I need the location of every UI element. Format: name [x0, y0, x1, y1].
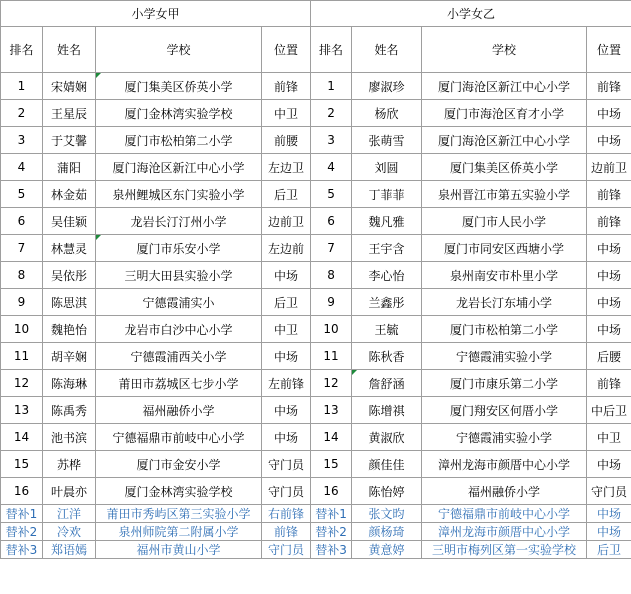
rank-cell: 16 [311, 478, 352, 505]
table-row [1, 235, 631, 262]
school-cell: 厦门市康乐第二小学 [422, 370, 587, 397]
header-name: 姓名 [43, 27, 96, 73]
table-row [1, 397, 631, 424]
school-cell: 泉州师院第二附属小学 [96, 523, 262, 541]
name-cell: 兰鑫彤 [352, 289, 422, 316]
rank-cell: 15 [311, 451, 352, 478]
school-cell: 漳州龙海市颜厝中心小学 [422, 451, 587, 478]
substitute-row [1, 505, 631, 523]
position-cell: 边前卫 [262, 208, 311, 235]
school-cell: 龙岩市白沙中心小学 [96, 316, 262, 343]
name-cell: 魏艳怡 [43, 316, 96, 343]
rank-cell: 替补1 [311, 505, 352, 523]
rank-cell: 16 [1, 478, 43, 505]
position-cell: 中场 [262, 397, 311, 424]
rank-cell: 13 [1, 397, 43, 424]
school-cell: 宁德霞浦西关小学 [96, 343, 262, 370]
name-cell: 蒲阳 [43, 154, 96, 181]
position-cell: 右前锋 [262, 505, 311, 523]
name-cell: 郑语嫣 [43, 541, 96, 559]
name-cell: 杨欣 [352, 100, 422, 127]
rank-cell: 15 [1, 451, 43, 478]
table-row [1, 316, 631, 343]
school-cell: 厦门市同安区西塘小学 [422, 235, 587, 262]
rank-cell: 12 [1, 370, 43, 397]
position-cell: 后腰 [587, 343, 631, 370]
table-row [1, 73, 631, 100]
position-cell: 边前卫 [587, 154, 631, 181]
table-row [1, 100, 631, 127]
name-cell: 林慧灵 [43, 235, 96, 262]
name-cell: 陈思淇 [43, 289, 96, 316]
table-row [1, 181, 631, 208]
school-cell: 漳州龙海市颜厝中心小学 [422, 523, 587, 541]
school-cell: 宁德霞浦实验小学 [422, 343, 587, 370]
school-cell: 三明大田县实验小学 [96, 262, 262, 289]
table-row [1, 154, 631, 181]
name-cell: 苏桦 [43, 451, 96, 478]
name-cell: 于艾馨 [43, 127, 96, 154]
rank-cell: 8 [311, 262, 352, 289]
position-cell: 守门员 [262, 478, 311, 505]
school-cell: 宁德福鼎市前岐中心小学 [96, 424, 262, 451]
table-row [1, 451, 631, 478]
school-cell: 莆田市秀屿区第三实验小学 [96, 505, 262, 523]
rank-cell: 9 [1, 289, 43, 316]
position-cell: 中场 [262, 424, 311, 451]
table-row [1, 127, 631, 154]
school-cell: 厦门集美区侨英小学 [96, 73, 262, 100]
position-cell: 前锋 [587, 73, 631, 100]
rank-cell: 2 [1, 100, 43, 127]
rank-cell: 5 [311, 181, 352, 208]
name-cell: 廖淑珍 [352, 73, 422, 100]
table-row [1, 343, 631, 370]
rank-cell: 替补2 [1, 523, 43, 541]
name-cell: 冷欢 [43, 523, 96, 541]
position-cell: 后卫 [262, 181, 311, 208]
school-cell: 厦门市松柏第二小学 [96, 127, 262, 154]
school-cell: 厦门金林湾实验学校 [96, 478, 262, 505]
school-cell: 厦门集美区侨英小学 [422, 154, 587, 181]
position-cell: 中场 [587, 235, 631, 262]
rank-cell: 9 [311, 289, 352, 316]
substitute-row [1, 541, 631, 559]
rank-cell: 2 [311, 100, 352, 127]
rank-cell: 11 [1, 343, 43, 370]
school-cell: 厦门市乐安小学 [96, 235, 262, 262]
position-cell: 中卫 [587, 424, 631, 451]
school-cell: 泉州晋江市第五实验小学 [422, 181, 587, 208]
position-cell: 前锋 [587, 370, 631, 397]
table-row [1, 424, 631, 451]
substitute-row [1, 523, 631, 541]
header-rank: 排名 [1, 27, 43, 73]
position-cell: 中场 [587, 505, 631, 523]
rank-cell: 4 [1, 154, 43, 181]
name-cell: 陈海琳 [43, 370, 96, 397]
position-cell: 中场 [587, 523, 631, 541]
school-cell: 厦门市金安小学 [96, 451, 262, 478]
name-cell: 张萌雪 [352, 127, 422, 154]
rank-cell: 3 [1, 127, 43, 154]
name-cell: 胡辛娴 [43, 343, 96, 370]
position-cell: 中卫 [262, 316, 311, 343]
name-cell: 黄意婷 [352, 541, 422, 559]
rank-cell: 8 [1, 262, 43, 289]
school-cell: 厦门市松柏第二小学 [422, 316, 587, 343]
position-cell: 中场 [587, 262, 631, 289]
school-cell: 福州市黄山小学 [96, 541, 262, 559]
name-cell: 吴依彤 [43, 262, 96, 289]
school-cell: 福州融侨小学 [96, 397, 262, 424]
rank-cell: 替补3 [1, 541, 43, 559]
position-cell: 前锋 [587, 208, 631, 235]
rank-cell: 11 [311, 343, 352, 370]
header-position: 位置 [587, 27, 631, 73]
position-cell: 前腰 [262, 127, 311, 154]
name-cell: 王星辰 [43, 100, 96, 127]
school-cell: 福州融侨小学 [422, 478, 587, 505]
name-cell: 王宇含 [352, 235, 422, 262]
name-cell: 池书滨 [43, 424, 96, 451]
position-cell: 左边前 [262, 235, 311, 262]
table-row [1, 262, 631, 289]
position-cell: 中场 [587, 451, 631, 478]
rank-cell: 3 [311, 127, 352, 154]
name-cell: 陈秋香 [352, 343, 422, 370]
header-position: 位置 [262, 27, 311, 73]
name-cell: 吴佳颖 [43, 208, 96, 235]
position-cell: 左边卫 [262, 154, 311, 181]
school-cell: 泉州鲤城区东门实验小学 [96, 181, 262, 208]
rank-cell: 14 [311, 424, 352, 451]
name-cell: 詹舒涵 [352, 370, 422, 397]
school-cell: 厦门金林湾实验学校 [96, 100, 262, 127]
name-cell: 颜杨琦 [352, 523, 422, 541]
rank-cell: 替补2 [311, 523, 352, 541]
school-cell: 厦门海沧区新江中心小学 [422, 127, 587, 154]
position-cell: 前锋 [262, 523, 311, 541]
school-cell: 三明市梅列区第一实验学校 [422, 541, 587, 559]
name-cell: 黄淑欣 [352, 424, 422, 451]
table-row [1, 370, 631, 397]
position-cell: 后卫 [262, 289, 311, 316]
table-row [1, 289, 631, 316]
position-cell: 中场 [587, 289, 631, 316]
rank-cell: 12 [311, 370, 352, 397]
rank-cell: 1 [1, 73, 43, 100]
school-cell: 泉州南安市朴里小学 [422, 262, 587, 289]
rank-cell: 4 [311, 154, 352, 181]
name-cell: 陈怡婷 [352, 478, 422, 505]
name-cell: 江洋 [43, 505, 96, 523]
rank-cell: 替补3 [311, 541, 352, 559]
rank-cell: 6 [311, 208, 352, 235]
rank-cell: 替补1 [1, 505, 43, 523]
school-cell: 龙岩长汀汀州小学 [96, 208, 262, 235]
school-cell: 厦门海沧区新江中心小学 [422, 73, 587, 100]
school-cell: 龙岩长汀东埔小学 [422, 289, 587, 316]
position-cell: 前锋 [587, 181, 631, 208]
position-cell: 中场 [262, 343, 311, 370]
position-cell: 中卫 [262, 100, 311, 127]
position-cell: 守门员 [262, 451, 311, 478]
school-cell: 厦门市海沧区育才小学 [422, 100, 587, 127]
position-cell: 守门员 [587, 478, 631, 505]
rank-cell: 7 [311, 235, 352, 262]
name-cell: 王毓 [352, 316, 422, 343]
rank-cell: 1 [311, 73, 352, 100]
name-cell: 刘圆 [352, 154, 422, 181]
name-cell: 丁菲菲 [352, 181, 422, 208]
position-cell: 中场 [262, 262, 311, 289]
rank-cell: 13 [311, 397, 352, 424]
position-cell: 守门员 [262, 541, 311, 559]
position-cell: 中场 [587, 127, 631, 154]
name-cell: 陈增祺 [352, 397, 422, 424]
rank-cell: 14 [1, 424, 43, 451]
position-cell: 后卫 [587, 541, 631, 559]
header-rank: 排名 [311, 27, 352, 73]
position-cell: 左前锋 [262, 370, 311, 397]
school-cell: 莆田市荔城区七步小学 [96, 370, 262, 397]
name-cell: 陈禹秀 [43, 397, 96, 424]
header-school: 学校 [96, 27, 262, 73]
school-cell: 厦门市人民小学 [422, 208, 587, 235]
group-title-girls-a: 小学女甲 [1, 1, 311, 27]
position-cell: 中场 [587, 316, 631, 343]
name-cell: 张文昀 [352, 505, 422, 523]
name-cell: 魏凡雅 [352, 208, 422, 235]
school-cell: 宁德霞浦实小 [96, 289, 262, 316]
school-cell: 宁德霞浦实验小学 [422, 424, 587, 451]
school-cell: 宁德福鼎市前岐中心小学 [422, 505, 587, 523]
school-cell: 厦门翔安区何厝小学 [422, 397, 587, 424]
rank-cell: 5 [1, 181, 43, 208]
name-cell: 叶晨亦 [43, 478, 96, 505]
rank-cell: 10 [1, 316, 43, 343]
name-cell: 李心怡 [352, 262, 422, 289]
rank-cell: 10 [311, 316, 352, 343]
table-row [1, 478, 631, 505]
rank-cell: 7 [1, 235, 43, 262]
header-school: 学校 [422, 27, 587, 73]
table-row [1, 208, 631, 235]
group-title-girls-b: 小学女乙 [311, 1, 631, 27]
position-cell: 中场 [587, 100, 631, 127]
position-cell: 中后卫 [587, 397, 631, 424]
name-cell: 宋婧娴 [43, 73, 96, 100]
position-cell: 前锋 [262, 73, 311, 100]
rank-cell: 6 [1, 208, 43, 235]
name-cell: 林金茹 [43, 181, 96, 208]
school-cell: 厦门海沧区新江中心小学 [96, 154, 262, 181]
header-name: 姓名 [352, 27, 422, 73]
name-cell: 颜佳佳 [352, 451, 422, 478]
